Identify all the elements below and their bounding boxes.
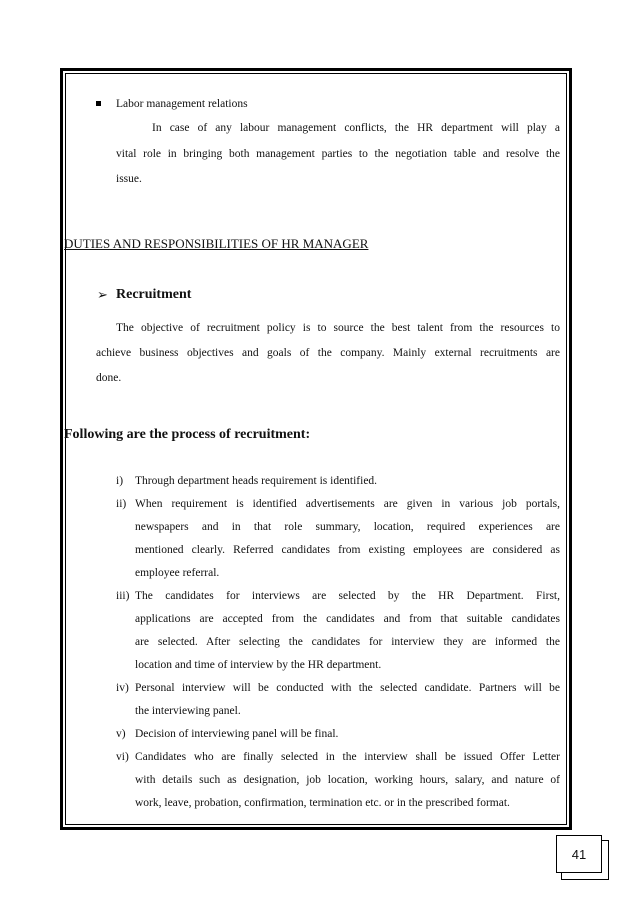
list-item-number: iv) [116,682,129,694]
labor-title: Labor management relations [116,98,248,110]
list-item-line: work, leave, probation, confirmation, termination etc. or in the prescribed format. [135,797,510,809]
list-item-line: Through department heads requirement is identified. [135,475,378,487]
list-item-line: Candidates who are finally selected in the interview shall be issued Offer Letter [135,751,560,763]
list-item-number: vi) [116,751,129,763]
list-item-line: When requirement is identified advertisements are given in various job portals, [135,498,560,510]
recruitment-line-1: The objective of recruitment policy is to source the best talent from the resources to [116,322,560,334]
list-item-number: iii) [116,590,130,602]
list-item-line: are selected. After selecting the candidates for interview they are informed the [135,636,560,648]
list-item-number: ii) [116,498,127,510]
list-item-line: newspapers and in that role summary, location, required experiences are [135,521,560,533]
duties-heading: DUTIES AND RESPONSIBILITIES OF HR MANAGER [64,236,369,251]
list-item-number: v) [116,728,126,740]
labor-line-1: In case of any labour management conflicts, the HR department will play a [152,122,560,134]
page-number [556,835,602,873]
labor-line-2: vital role in bringing both management parties to the negotiation table and resolve the [116,148,560,160]
list-item-line: Personal interview will be conducted with the selected candidate. Partners will be [135,682,560,694]
list-item-line: applications are accepted from the candidates and from that suitable candidates [135,613,560,625]
list-item-line: The candidates for interviews are selected by the HR Department. First, [135,590,560,602]
list-item-line: location and time of interview by the HR department. [135,659,382,671]
recruitment-heading: Recruitment [116,287,192,302]
square-bullet-icon [96,101,101,106]
list-item-line: Decision of interviewing panel will be final. [135,728,339,740]
list-item-number: i) [116,475,124,487]
recruitment-line-2: achieve business objectives and goals of the company. Mainly external recruitments are [96,347,560,359]
list-item-line: the interviewing panel. [135,705,241,717]
recruitment-line-3: done. [96,372,122,384]
list-item-line: employee referral. [135,567,220,579]
list-item-line: with details such as designation, job location, working hours, salary, and nature of [135,774,560,786]
page-number-text: 41 [571,846,587,862]
labor-line-3: issue. [116,173,142,185]
arrow-bullet-icon: ➢ [97,287,108,302]
process-heading: Following are the process of recruitment: [64,427,311,442]
list-item-line: mentioned clearly. Referred candidates from existing employees are considered as [135,544,560,556]
